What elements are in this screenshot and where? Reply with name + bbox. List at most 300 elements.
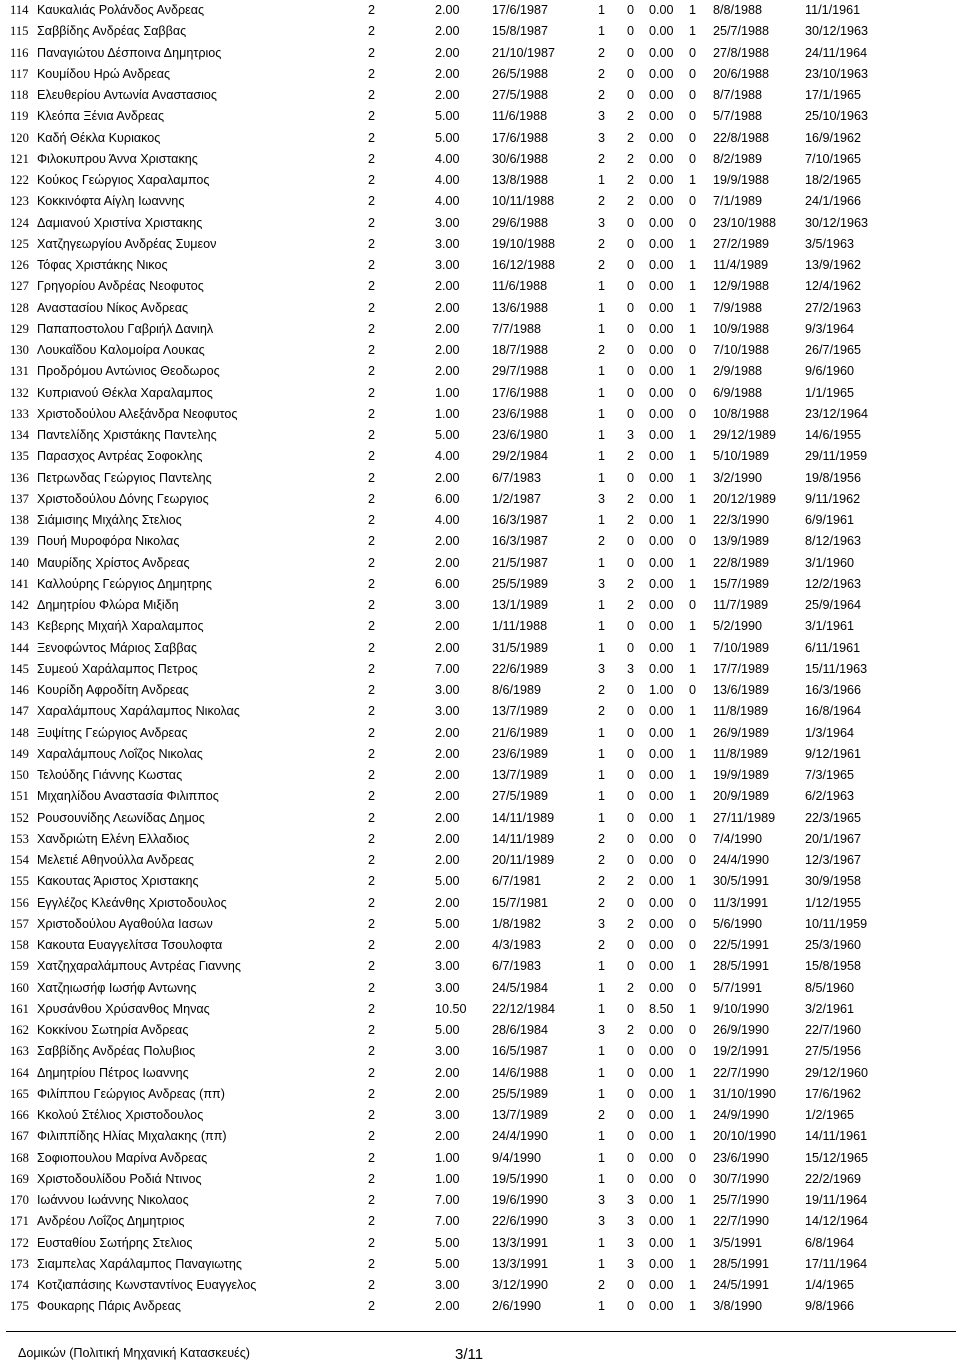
table-row bbox=[0, 1233, 960, 1254]
extra-points: 0.00 bbox=[649, 406, 674, 421]
applicant-name: Κοκκινόφτα Αίγλη Ιωαννης bbox=[37, 194, 185, 209]
flag: 0 bbox=[689, 1150, 697, 1165]
extra-points: 0.00 bbox=[649, 258, 674, 272]
registration-date: 5/2/1990 bbox=[713, 619, 763, 634]
birth-date: 12/4/1962 bbox=[805, 279, 862, 294]
registration-date: 5/7/1988 bbox=[713, 109, 763, 124]
extra-points: 0.00 bbox=[649, 449, 674, 464]
application-date: 11/6/1988 bbox=[492, 109, 548, 124]
extra-points: 0.00 bbox=[649, 343, 674, 357]
application-date: 23/6/1989 bbox=[492, 746, 549, 761]
birth-date: 22/2/1969 bbox=[805, 1171, 862, 1186]
points: 2.00 bbox=[435, 300, 460, 315]
points: 2.00 bbox=[435, 640, 460, 655]
col-count-a: 1 bbox=[598, 959, 606, 974]
points: 2.00 bbox=[435, 45, 460, 60]
extra-points: 0.00 bbox=[649, 3, 674, 17]
table-row bbox=[0, 893, 960, 914]
registration-date: 11/3/1991 bbox=[713, 895, 769, 910]
col-count-a: 2 bbox=[598, 938, 606, 952]
points: 2.00 bbox=[435, 321, 460, 336]
flag: 0 bbox=[689, 45, 697, 60]
flag: 0 bbox=[689, 66, 697, 81]
flag: 1 bbox=[689, 24, 697, 39]
birth-date: 26/7/1965 bbox=[805, 343, 862, 357]
applicant-name: Χριστοδούλου Δόνης Γεωργιος bbox=[37, 491, 209, 506]
col-count-b: 2 bbox=[627, 449, 635, 464]
application-date: 2/6/1990 bbox=[492, 1299, 542, 1314]
points: 1.00 bbox=[435, 385, 460, 400]
applicant-name: Εγγλέζος Κλεάνθης Χριστοδουλος bbox=[37, 895, 227, 910]
category-code: 2 bbox=[368, 768, 376, 782]
col-count-b: 0 bbox=[627, 1278, 635, 1292]
birth-date: 19/11/1964 bbox=[805, 1193, 868, 1207]
extra-points: 0.00 bbox=[649, 1023, 674, 1037]
application-date: 13/8/1988 bbox=[492, 173, 549, 187]
col-count-a: 2 bbox=[598, 88, 606, 102]
birth-date: 19/8/1956 bbox=[805, 470, 862, 485]
extra-points: 0.00 bbox=[649, 874, 674, 889]
col-count-b: 0 bbox=[627, 1044, 635, 1059]
category-code: 2 bbox=[368, 1086, 376, 1101]
flag: 1 bbox=[689, 1129, 697, 1144]
table-row bbox=[0, 531, 960, 552]
col-count-b: 0 bbox=[627, 619, 635, 634]
flag: 1 bbox=[689, 874, 697, 889]
extra-points: 0.00 bbox=[649, 768, 674, 782]
birth-date: 1/12/1955 bbox=[805, 895, 862, 910]
registration-date: 8/2/1989 bbox=[713, 151, 763, 166]
col-count-b: 2 bbox=[627, 576, 635, 591]
extra-points: 0.00 bbox=[649, 300, 674, 315]
extra-points: 0.00 bbox=[649, 576, 674, 591]
extra-points: 0.00 bbox=[649, 1044, 674, 1059]
table-row bbox=[0, 340, 960, 361]
col-count-a: 3 bbox=[598, 109, 606, 124]
flag: 1 bbox=[689, 725, 697, 740]
applicant-name: Συμεού Χαράλαμπος Πετρος bbox=[37, 661, 198, 676]
col-count-a: 1 bbox=[598, 1086, 606, 1101]
application-date: 13/7/1989 bbox=[492, 768, 549, 782]
category-code: 2 bbox=[368, 151, 376, 166]
applicant-name: Ευσταθίου Σωτήρης Στελιος bbox=[37, 1235, 193, 1250]
col-count-b: 2 bbox=[627, 980, 635, 995]
points: 2.00 bbox=[435, 1299, 460, 1314]
registration-date: 7/10/1989 bbox=[713, 640, 770, 655]
table-row bbox=[0, 361, 960, 382]
extra-points: 0.00 bbox=[649, 236, 674, 251]
applicant-name: Δημητρίου Φλώρα Μιξiδη bbox=[37, 598, 179, 612]
flag: 1 bbox=[689, 619, 697, 634]
category-code: 2 bbox=[368, 1001, 376, 1016]
birth-date: 3/2/1961 bbox=[805, 1001, 855, 1016]
category-code: 2 bbox=[368, 980, 376, 995]
points: 7.00 bbox=[435, 1214, 460, 1229]
col-count-a: 1 bbox=[598, 364, 606, 379]
registration-date: 27/2/1989 bbox=[713, 236, 770, 251]
points: 1.00 bbox=[435, 406, 460, 421]
birth-date: 24/1/1966 bbox=[805, 194, 862, 209]
table-row bbox=[0, 786, 960, 807]
application-date: 6/7/1981 bbox=[492, 874, 542, 889]
row-number: 119 bbox=[10, 109, 29, 124]
col-count-b: 0 bbox=[627, 385, 635, 400]
footer-category: Δομικών (Πολιτική Μηχανική Κατασκευές) bbox=[18, 1346, 250, 1360]
category-code: 2 bbox=[368, 1214, 376, 1229]
applicant-name: Γρηγορίου Ανδρέας Νεοφυτος bbox=[37, 279, 204, 294]
category-code: 2 bbox=[368, 130, 376, 145]
points: 5.00 bbox=[435, 916, 460, 931]
registration-date: 3/5/1991 bbox=[713, 1235, 763, 1250]
flag: 0 bbox=[689, 853, 697, 867]
birth-date: 17/6/1962 bbox=[805, 1086, 862, 1101]
registration-date: 11/8/1989 bbox=[713, 704, 769, 719]
flag: 1 bbox=[689, 640, 697, 655]
extra-points: 0.00 bbox=[649, 1193, 674, 1207]
registration-date: 11/4/1989 bbox=[713, 258, 769, 272]
birth-date: 29/12/1960 bbox=[805, 1065, 869, 1080]
birth-date: 9/3/1964 bbox=[805, 321, 855, 336]
extra-points: 0.00 bbox=[649, 364, 674, 379]
registration-date: 22/3/1990 bbox=[713, 513, 770, 527]
extra-points: 0.00 bbox=[649, 831, 674, 846]
flag: 1 bbox=[689, 428, 697, 442]
extra-points: 0.00 bbox=[649, 194, 674, 209]
table-row bbox=[0, 595, 960, 616]
points: 2.00 bbox=[435, 343, 460, 357]
registration-date: 5/7/1991 bbox=[713, 980, 763, 995]
row-number: 142 bbox=[10, 598, 29, 612]
application-date: 24/5/1984 bbox=[492, 980, 549, 995]
row-number: 126 bbox=[10, 258, 29, 272]
table-row bbox=[0, 914, 960, 935]
points: 5.00 bbox=[435, 109, 460, 124]
flag: 1 bbox=[689, 236, 697, 251]
footer-divider bbox=[6, 1331, 956, 1332]
registration-date: 19/9/1989 bbox=[713, 768, 770, 782]
applicant-name: Κοτζιαπάσιης Κωνσταντίνος Ευαγγελος bbox=[37, 1278, 257, 1292]
registration-date: 25/7/1988 bbox=[713, 24, 770, 39]
table-row bbox=[0, 1041, 960, 1062]
registration-date: 8/8/1988 bbox=[713, 3, 763, 17]
points: 2.00 bbox=[435, 789, 460, 804]
applicant-name: Ανδρέου Λοΐζος Δημητριος bbox=[37, 1214, 185, 1229]
extra-points: 0.00 bbox=[649, 151, 674, 166]
category-code: 2 bbox=[368, 1235, 376, 1250]
table-row bbox=[0, 1275, 960, 1296]
col-count-a: 1 bbox=[598, 513, 606, 527]
table-row bbox=[0, 468, 960, 489]
extra-points: 0.00 bbox=[649, 916, 674, 931]
row-number: 115 bbox=[10, 24, 29, 39]
applicant-name: Φιλοκυπρου Άννα Χριστακης bbox=[37, 151, 198, 166]
row-number: 121 bbox=[10, 151, 29, 166]
table-row bbox=[0, 170, 960, 191]
row-number: 161 bbox=[10, 1001, 29, 1016]
col-count-b: 3 bbox=[627, 1235, 635, 1250]
flag: 0 bbox=[689, 938, 697, 952]
flag: 1 bbox=[689, 810, 697, 825]
flag: 0 bbox=[689, 534, 697, 549]
points: 2.00 bbox=[435, 725, 460, 740]
col-count-a: 3 bbox=[598, 916, 606, 931]
application-date: 15/7/1981 bbox=[492, 895, 549, 910]
registration-date: 3/8/1990 bbox=[713, 1299, 763, 1314]
application-date: 17/6/1987 bbox=[492, 3, 549, 17]
table-row bbox=[0, 659, 960, 680]
application-date: 10/11/1988 bbox=[492, 194, 555, 209]
table-row bbox=[0, 616, 960, 637]
points: 6.00 bbox=[435, 576, 460, 591]
applicant-name: Κυπριανού Θέκλα Χαραλαμπος bbox=[37, 385, 213, 400]
points: 5.00 bbox=[435, 1023, 460, 1037]
extra-points: 0.00 bbox=[649, 704, 674, 719]
registration-date: 27/11/1989 bbox=[713, 810, 776, 825]
birth-date: 1/2/1965 bbox=[805, 1108, 855, 1122]
registration-date: 13/9/1989 bbox=[713, 534, 770, 549]
table-row bbox=[0, 21, 960, 42]
col-count-b: 0 bbox=[627, 746, 635, 761]
col-count-a: 1 bbox=[598, 470, 606, 485]
points: 2.00 bbox=[435, 555, 460, 570]
col-count-a: 1 bbox=[598, 789, 606, 804]
col-count-b: 2 bbox=[627, 151, 635, 166]
flag: 1 bbox=[689, 470, 697, 485]
birth-date: 6/8/1964 bbox=[805, 1235, 855, 1250]
row-number: 128 bbox=[10, 300, 29, 315]
registration-date: 31/10/1990 bbox=[713, 1086, 777, 1101]
extra-points: 0.00 bbox=[649, 321, 674, 336]
registration-date: 11/7/1989 bbox=[713, 598, 769, 612]
points: 2.00 bbox=[435, 470, 460, 485]
category-code: 2 bbox=[368, 725, 376, 740]
category-code: 2 bbox=[368, 343, 376, 357]
table-row bbox=[0, 1169, 960, 1190]
points: 3.00 bbox=[435, 236, 460, 251]
table-row bbox=[0, 510, 960, 531]
col-count-a: 2 bbox=[598, 258, 606, 272]
extra-points: 8.50 bbox=[649, 1001, 674, 1016]
col-count-b: 0 bbox=[627, 1129, 635, 1144]
extra-points: 0.00 bbox=[649, 66, 674, 81]
extra-points: 0.00 bbox=[649, 1278, 674, 1292]
registration-date: 17/7/1989 bbox=[713, 661, 770, 676]
col-count-b: 0 bbox=[627, 66, 635, 81]
application-date: 16/12/1988 bbox=[492, 258, 556, 272]
flag: 1 bbox=[689, 959, 697, 974]
flag: 0 bbox=[689, 151, 697, 166]
registration-date: 19/9/1988 bbox=[713, 173, 770, 187]
row-number: 123 bbox=[10, 194, 29, 209]
row-number: 155 bbox=[10, 874, 29, 889]
col-count-a: 3 bbox=[598, 1214, 606, 1229]
col-count-a: 1 bbox=[598, 428, 606, 442]
extra-points: 0.00 bbox=[649, 1256, 674, 1271]
col-count-a: 2 bbox=[598, 151, 606, 166]
category-code: 2 bbox=[368, 1299, 376, 1314]
col-count-b: 0 bbox=[627, 88, 635, 102]
application-date: 23/6/1980 bbox=[492, 428, 549, 442]
points: 4.00 bbox=[435, 151, 460, 166]
birth-date: 17/1/1965 bbox=[805, 88, 862, 102]
extra-points: 0.00 bbox=[649, 959, 674, 974]
col-count-b: 0 bbox=[627, 683, 635, 697]
birth-date: 15/12/1965 bbox=[805, 1150, 869, 1165]
category-code: 2 bbox=[368, 683, 376, 697]
row-number: 160 bbox=[10, 980, 29, 995]
points: 1.00 bbox=[435, 1150, 460, 1165]
col-count-b: 0 bbox=[627, 45, 635, 60]
category-code: 2 bbox=[368, 1193, 376, 1207]
extra-points: 0.00 bbox=[649, 640, 674, 655]
extra-points: 0.00 bbox=[649, 109, 674, 124]
col-count-b: 0 bbox=[627, 1086, 635, 1101]
application-date: 27/5/1988 bbox=[492, 88, 549, 102]
application-date: 6/7/1983 bbox=[492, 470, 542, 485]
applicant-name: Ξυψίτης Γεώργιος Ανδρεας bbox=[37, 725, 188, 740]
row-number: 167 bbox=[10, 1129, 29, 1144]
application-date: 1/2/1987 bbox=[492, 491, 542, 506]
col-count-a: 2 bbox=[598, 45, 606, 60]
category-code: 2 bbox=[368, 576, 376, 591]
col-count-a: 1 bbox=[598, 1256, 606, 1271]
birth-date: 3/5/1963 bbox=[805, 236, 855, 251]
col-count-a: 3 bbox=[598, 1193, 606, 1207]
category-code: 2 bbox=[368, 853, 376, 867]
registration-date: 10/8/1988 bbox=[713, 406, 770, 421]
birth-date: 7/3/1965 bbox=[805, 768, 855, 782]
flag: 0 bbox=[689, 215, 697, 230]
registration-date: 19/2/1991 bbox=[713, 1044, 770, 1059]
applicant-name: Καυκαλιάς Ρολάνδος Ανδρεας bbox=[37, 3, 205, 17]
flag: 1 bbox=[689, 789, 697, 804]
birth-date: 14/12/1964 bbox=[805, 1214, 869, 1229]
category-code: 2 bbox=[368, 619, 376, 634]
applicant-name: Φιλίππου Γεώργιος Ανδρεας (ππ) bbox=[37, 1086, 225, 1101]
points: 2.00 bbox=[435, 1129, 460, 1144]
flag: 1 bbox=[689, 258, 697, 272]
row-number: 173 bbox=[10, 1256, 29, 1271]
points: 4.00 bbox=[435, 449, 460, 464]
extra-points: 0.00 bbox=[649, 1171, 674, 1186]
extra-points: 0.00 bbox=[649, 938, 674, 952]
points: 2.00 bbox=[435, 534, 460, 549]
application-date: 22/12/1984 bbox=[492, 1001, 556, 1016]
points: 4.00 bbox=[435, 173, 460, 187]
points: 2.00 bbox=[435, 88, 460, 102]
row-number: 162 bbox=[10, 1023, 29, 1037]
points: 2.00 bbox=[435, 279, 460, 294]
col-count-b: 0 bbox=[627, 1299, 635, 1314]
birth-date: 6/2/1963 bbox=[805, 789, 855, 804]
table-row bbox=[0, 723, 960, 744]
category-code: 2 bbox=[368, 449, 376, 464]
table-row bbox=[0, 0, 960, 21]
row-number: 145 bbox=[10, 661, 29, 676]
table-row bbox=[0, 276, 960, 297]
flag: 1 bbox=[689, 279, 697, 294]
table-row bbox=[0, 1126, 960, 1147]
col-count-b: 0 bbox=[627, 704, 635, 719]
col-count-b: 0 bbox=[627, 1108, 635, 1122]
birth-date: 7/10/1965 bbox=[805, 151, 862, 166]
category-code: 2 bbox=[368, 88, 376, 102]
birth-date: 14/6/1955 bbox=[805, 428, 862, 442]
registration-date: 23/10/1988 bbox=[713, 215, 777, 230]
col-count-b: 0 bbox=[627, 343, 635, 357]
application-date: 23/6/1988 bbox=[492, 406, 549, 421]
points: 4.00 bbox=[435, 513, 460, 527]
applicant-name: Ρουσουνίδης Λεωνίδας Δημος bbox=[37, 810, 205, 825]
col-count-a: 1 bbox=[598, 768, 606, 782]
col-count-b: 0 bbox=[627, 1171, 635, 1186]
extra-points: 0.00 bbox=[649, 428, 674, 442]
points: 3.00 bbox=[435, 704, 460, 719]
registration-date: 5/6/1990 bbox=[713, 916, 763, 931]
points: 1.00 bbox=[435, 1171, 460, 1186]
birth-date: 16/9/1962 bbox=[805, 130, 862, 145]
applicant-name: Παναγιώτου Δέσποινα Δημητριος bbox=[37, 45, 222, 60]
points: 2.00 bbox=[435, 831, 460, 846]
category-code: 2 bbox=[368, 364, 376, 379]
col-count-a: 1 bbox=[598, 1150, 606, 1165]
registration-date: 10/9/1988 bbox=[713, 321, 770, 336]
application-date: 13/1/1989 bbox=[492, 598, 549, 612]
applicant-name: Κεβερης Μιχαήλ Χαραλαμπος bbox=[37, 619, 204, 634]
row-number: 117 bbox=[10, 66, 29, 81]
row-number: 172 bbox=[10, 1235, 29, 1250]
extra-points: 0.00 bbox=[649, 491, 674, 506]
application-date: 4/3/1983 bbox=[492, 938, 542, 952]
col-count-a: 2 bbox=[598, 236, 606, 251]
col-count-a: 1 bbox=[598, 1299, 606, 1314]
extra-points: 0.00 bbox=[649, 810, 674, 825]
applicant-name: Κακουτας Άριστος Χριστακης bbox=[37, 874, 199, 889]
col-count-a: 1 bbox=[598, 1001, 606, 1016]
extra-points: 0.00 bbox=[649, 1129, 674, 1144]
applicant-name: Παπαποστολου Γαβριήλ Δανιηλ bbox=[37, 321, 214, 336]
flag: 0 bbox=[689, 385, 697, 400]
flag: 1 bbox=[689, 449, 697, 464]
applicant-name: Πουή Μυροφόρα Νικολας bbox=[37, 534, 180, 549]
col-count-a: 1 bbox=[598, 406, 606, 421]
registration-date: 7/1/1989 bbox=[713, 194, 763, 209]
category-code: 2 bbox=[368, 555, 376, 570]
table-row bbox=[0, 638, 960, 659]
flag: 1 bbox=[689, 704, 697, 719]
category-code: 2 bbox=[368, 321, 376, 336]
applicant-name: Χατζηιωσήφ Ιωσήφ Αντωνης bbox=[37, 980, 197, 995]
col-count-a: 1 bbox=[598, 385, 606, 400]
col-count-a: 2 bbox=[598, 874, 606, 889]
application-date: 28/6/1984 bbox=[492, 1023, 549, 1037]
applicant-name: Χρυσάνθου Χρύσανθος Μηνας bbox=[37, 1001, 210, 1016]
points: 5.00 bbox=[435, 1256, 460, 1271]
birth-date: 25/10/1963 bbox=[805, 109, 869, 124]
points: 5.00 bbox=[435, 1235, 460, 1250]
col-count-b: 3 bbox=[627, 428, 635, 442]
applicant-name: Κούκος Γεώργιος Χαραλαμπος bbox=[37, 173, 210, 187]
registration-date: 15/7/1989 bbox=[713, 576, 770, 591]
application-date: 19/10/1988 bbox=[492, 236, 556, 251]
applicant-name: Χριστοδούλου Αλεξάνδρα Νεοφυτος bbox=[37, 406, 238, 421]
extra-points: 0.00 bbox=[649, 88, 674, 102]
registration-date: 5/10/1989 bbox=[713, 449, 770, 464]
row-number: 116 bbox=[10, 45, 29, 60]
col-count-b: 0 bbox=[627, 1001, 635, 1016]
table-row bbox=[0, 871, 960, 892]
birth-date: 8/5/1960 bbox=[805, 980, 855, 995]
